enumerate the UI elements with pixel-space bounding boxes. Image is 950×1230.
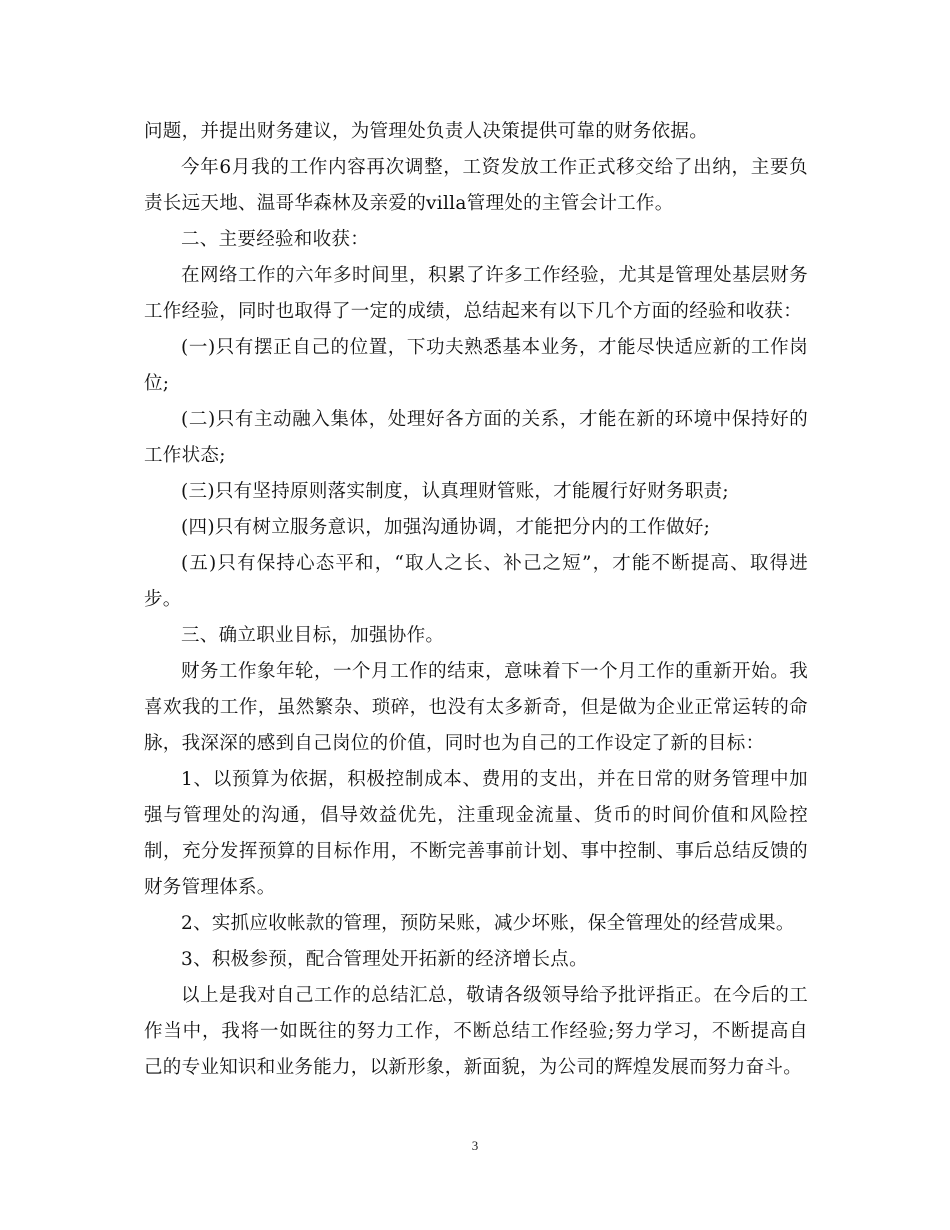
section-heading-2: 二、主要经验和收获： <box>181 229 370 250</box>
goal-item-2: 2、实抓应收帐款的管理，预防呆账，减少坏账，保全管理处的经营成果。 <box>181 913 795 934</box>
list-item-2: (二)只有主动融入集体，处理好各方面的关系，才能在新的环境中保持好的工作状态; <box>144 409 808 466</box>
list-item-4: (四)只有树立服务意识，加强沟通协调，才能把分内的工作做好; <box>181 517 711 538</box>
goal-item-1: 1、以预算为依据，积极控制成本、费用的支出，并在日常的财务管理中加强与管理处的沟通，倡导效益优先，注重现金流量、货币的时间价值和风险控制，充分发挥预算的目标作用，不断完善事前计划、事中控制、事后总结反馈的财务管理体系。 <box>144 769 808 898</box>
closing-paragraph: 以上是我对自己工作的总结汇总，敬请各级领导给予批评指正。在今后的工作当中，我将一如既往的努力工作，不断总结工作经验;努力学习，不断提高自己的专业知识和业务能力，以新形象，新面貌，为公司的辉煌发展而努力奋斗。 <box>144 985 808 1078</box>
paragraph-11: 财务工作象年轮，一个月工作的结束，意味着下一个月工作的重新开始。我喜欢我的工作，虽然繁杂、琐碎，也没有太多新奇，但是做为企业正常运转的命脉，我深深的感到自己岗位的价值，同时也为自己的工作设定了新的目标： <box>144 661 808 754</box>
goal-item-3: 3、积极参预，配合管理处开拓新的经济增长点。 <box>181 949 588 970</box>
list-item-5: (五)只有保持心态平和，“取人之长、补己之短”，才能不断提高、取得进步。 <box>144 553 808 610</box>
section-heading-3: 三、确立职业目标，加强协作。 <box>181 625 445 646</box>
page-number: 3 <box>471 1138 479 1153</box>
list-item-3: (三)只有坚持原则落实制度，认真理财管账，才能履行好财务职责; <box>181 481 729 502</box>
list-item-1: (一)只有摆正自己的位置，下功夫熟悉基本业务，才能尽快适应新的工作岗位; <box>144 337 808 394</box>
document-body <box>144 114 808 1086</box>
paragraph-4: 在网络工作的六年多时间里，积累了许多工作经验，尤其是管理处基层财务工作经验，同时也取得了一定的成绩，总结起来有以下几个方面的经验和收获： <box>144 265 808 322</box>
paragraph-1: 问题，并提出财务建议，为管理处负责人决策提供可靠的财务依据。 <box>144 121 709 142</box>
paragraph-2: 今年6月我的工作内容再次调整，工资发放工作正式移交给了出纳，主要负责长远天地、温哥华森林及亲爱的villa管理处的主管会计工作。 <box>144 157 808 214</box>
